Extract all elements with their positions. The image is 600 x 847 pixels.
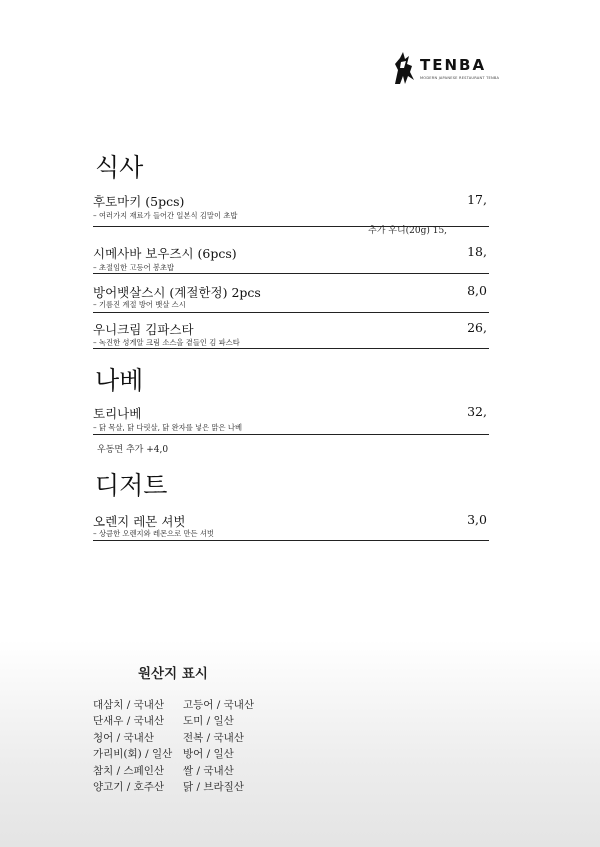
origin-entry: 고등어 / 국내산 (183, 699, 255, 711)
menu-item-price: 3,0 (467, 512, 487, 527)
origin-entry: 청어 / 국내산 (93, 731, 154, 744)
logo-wordmark: TENBA (420, 56, 487, 74)
menu-item-name: 토리나베 (93, 406, 142, 421)
menu-item-name: 후토마키 (5pcs) (93, 194, 185, 209)
menu-item (93, 192, 489, 227)
menu-item (93, 283, 489, 313)
origin-entry: 도미 / 일산 (183, 715, 234, 728)
origin-title: 원산지 표시 (138, 666, 208, 682)
origin-list-left (93, 697, 172, 795)
section-title-meal: 식사 (95, 153, 144, 182)
menu-item-description: – 초절임한 고등어 봉초밥 (93, 263, 175, 272)
origin-entry: 대삼치 / 국내산 (93, 699, 165, 711)
menu-item-description: – 녹진한 성게알 크림 소스을 곁들인 김 파스타 (93, 338, 240, 347)
restaurant-logo (392, 50, 500, 90)
menu-item-price: 17, (467, 192, 487, 207)
section-title-dessert: 디저트 (95, 471, 168, 500)
section-title-nabe: 나베 (95, 366, 144, 395)
origin-entry: 단새우 / 국내산 (93, 715, 165, 728)
origin-entry: 쌀 / 국내산 (183, 764, 234, 777)
menu-item (93, 244, 489, 274)
menu-item-price: 26, (467, 320, 487, 335)
logo-tagline: MODERN JAPANESE RESTAURANT TENBA (420, 76, 500, 80)
origin-list-right (183, 697, 254, 795)
menu-item-name: 우니크림 김파스타 (93, 322, 194, 337)
menu-item (93, 404, 489, 435)
origin-entry: 참치 / 스페인산 (93, 764, 165, 777)
origin-entry: 가리비(회) / 일산 (93, 748, 173, 761)
menu-item-description: – 상큼한 오렌지와 레몬으로 만든 셔벗 (93, 529, 214, 538)
menu-item-price: 18, (467, 244, 487, 259)
menu-item-price: 32, (467, 404, 487, 419)
menu-item-name: 방어뱃살스시 (계절한정) 2pcs (93, 285, 261, 300)
menu-item (93, 512, 489, 541)
menu-item-description: – 기름진 계절 방어 뱃살 스시 (93, 300, 186, 309)
horse-rider-icon (392, 50, 418, 86)
menu-item-description: – 닭 목살, 닭 다릿살, 닭 완자를 넣은 맑은 나베 (93, 423, 242, 432)
menu-item (93, 320, 489, 349)
origin-entry: 방어 / 일산 (183, 748, 234, 761)
origin-entry: 전복 / 국내산 (183, 731, 244, 744)
menu-item-name: 오렌지 레몬 셔벗 (93, 514, 186, 529)
menu-item-price: 8,0 (467, 283, 487, 298)
origin-entry: 닭 / 브라질산 (183, 781, 244, 794)
origin-entry: 양고기 / 호주산 (93, 781, 165, 794)
menu-item-name: 시메사바 보우즈시 (6pcs) (93, 246, 237, 261)
menu-extra-note: 우동면 추가 +4,0 (97, 445, 169, 455)
menu-item-description: – 여러가지 재료가 들어간 일본식 김말이 초밥 (93, 211, 238, 220)
menu-extra-note: 추가 우니(20g) 15, (368, 226, 448, 236)
